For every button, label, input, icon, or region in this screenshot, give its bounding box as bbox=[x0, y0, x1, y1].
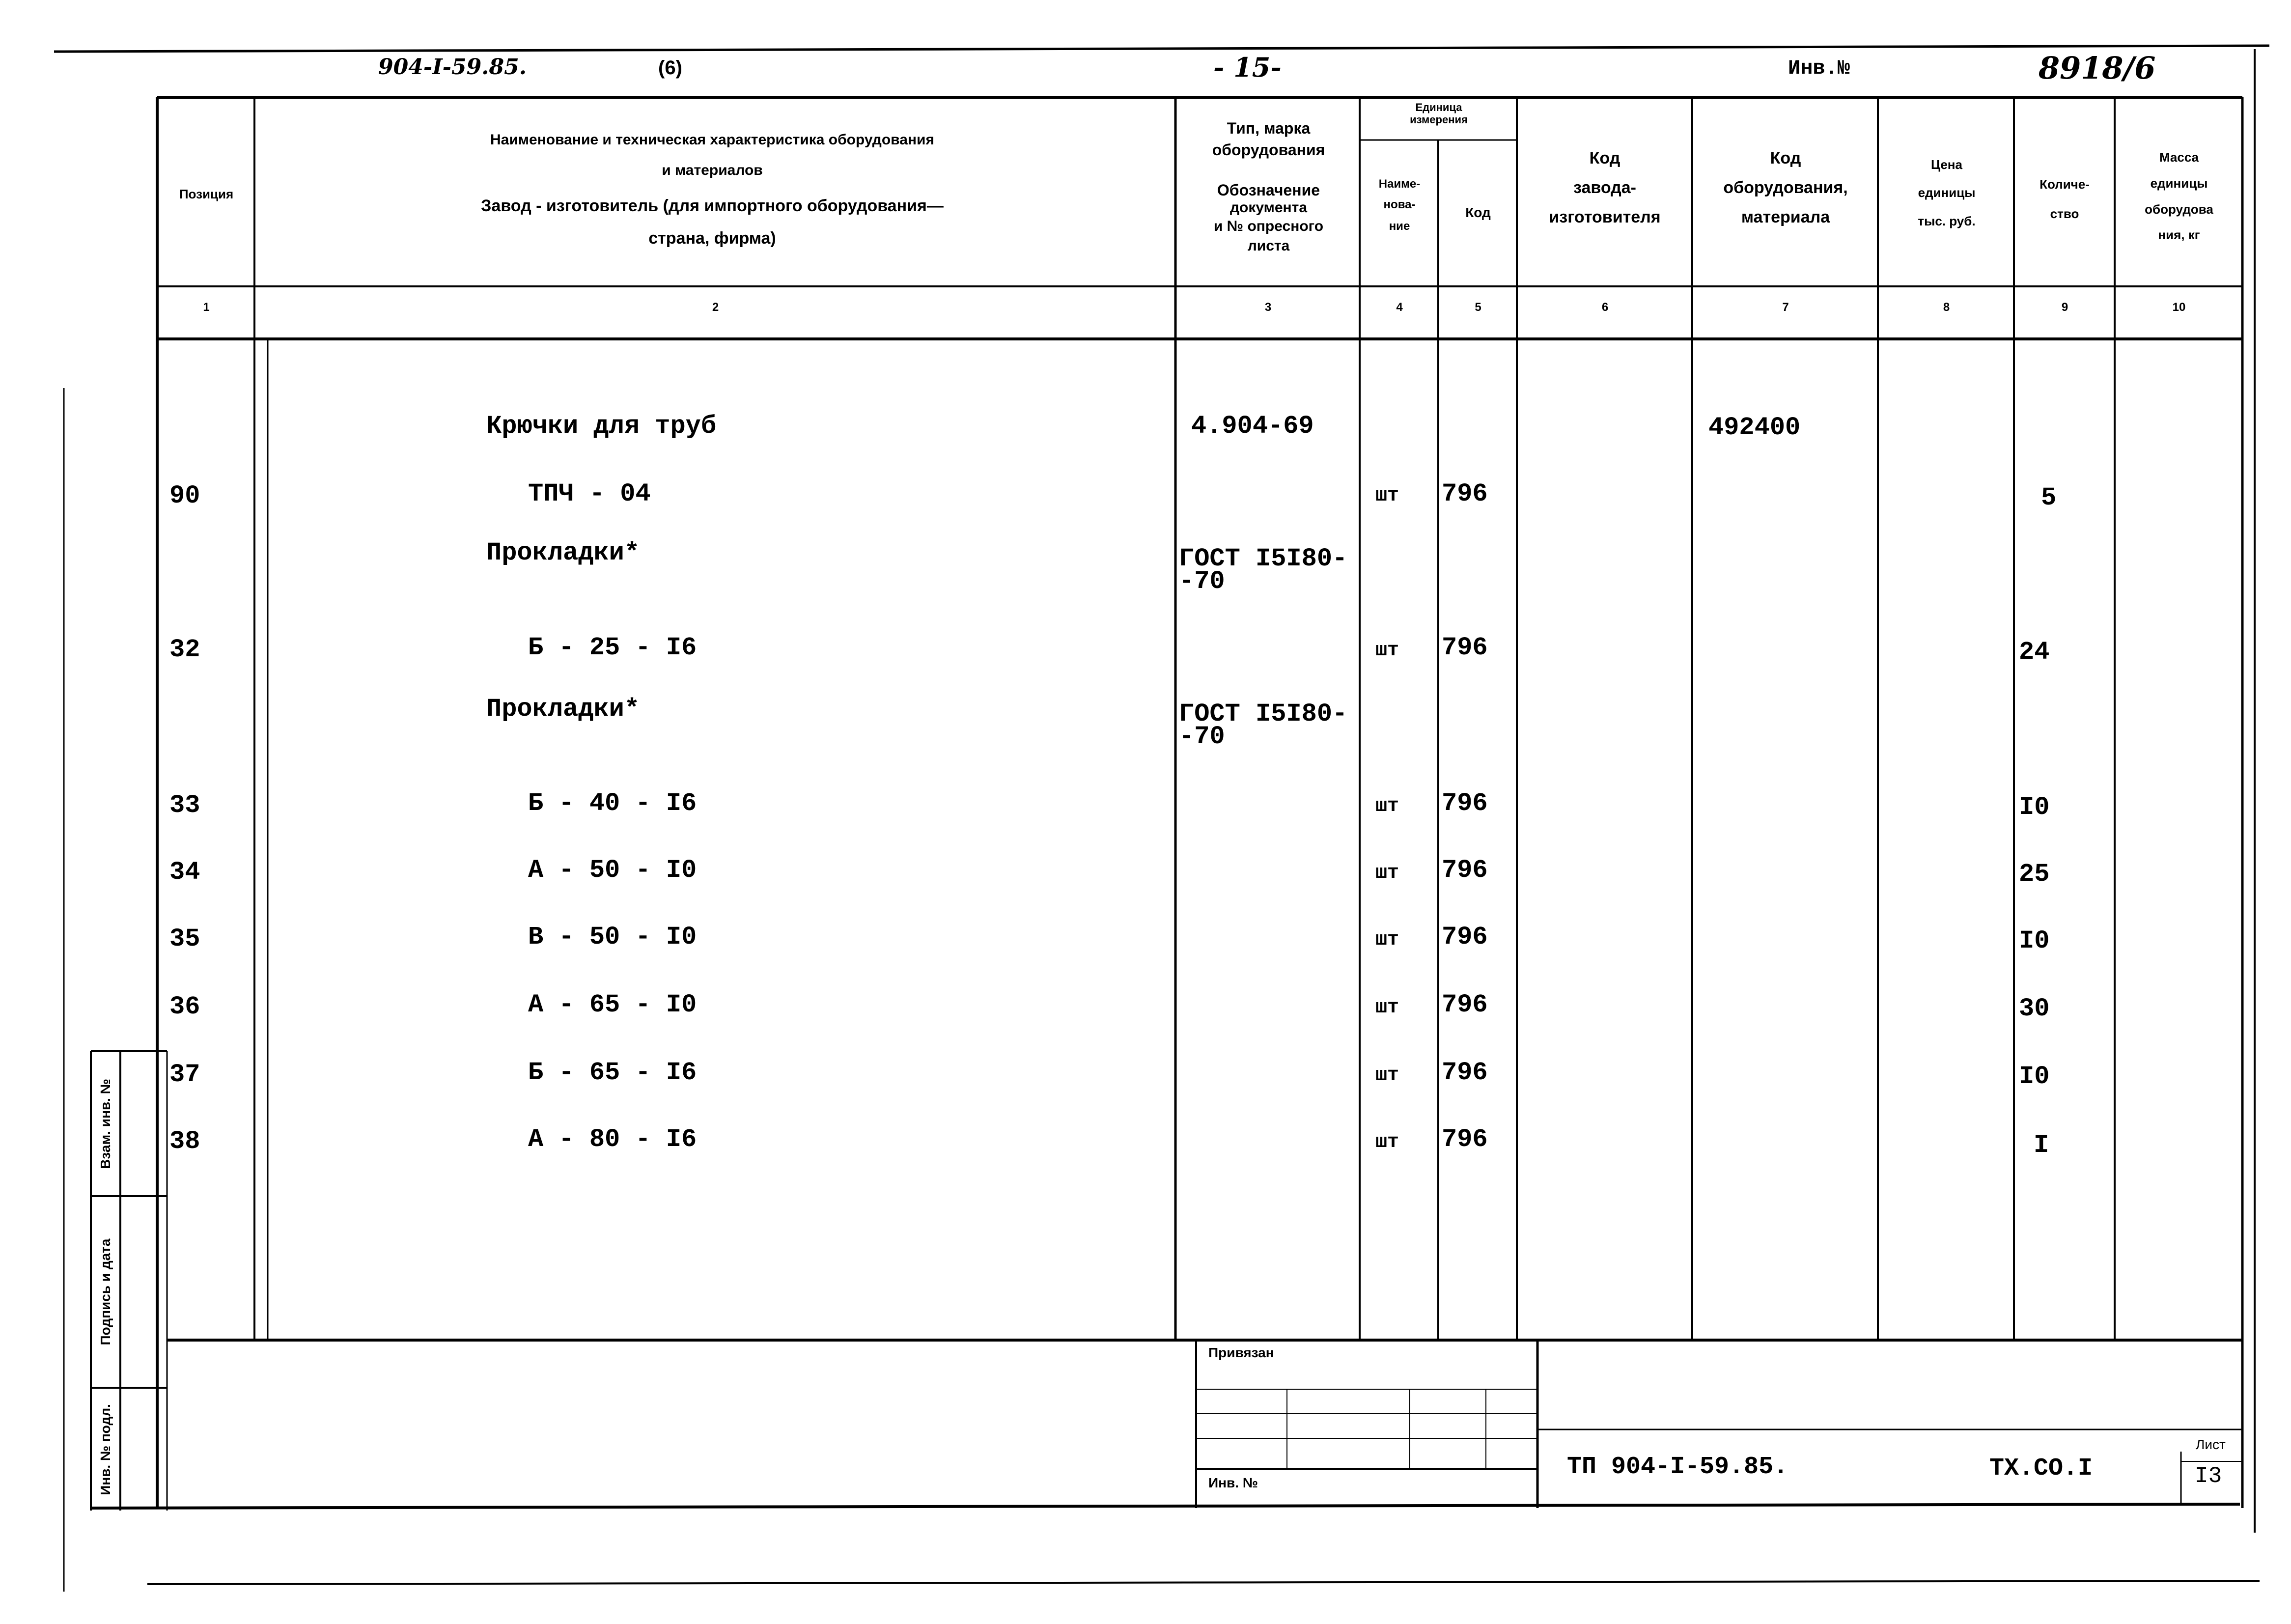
row-document: ГОСТ I5I80- bbox=[1179, 544, 1348, 573]
header-name-line3: Завод - изготовитель (для импортного оборудования— bbox=[481, 196, 944, 215]
header-type-line4: документа bbox=[1229, 199, 1308, 216]
header-unit-name-line1: Наиме- bbox=[1378, 177, 1421, 191]
column-number-5: 5 bbox=[1475, 301, 1481, 314]
header-factory-code-line2: завода- bbox=[1573, 178, 1636, 197]
attached-label: Привязан bbox=[1208, 1345, 1274, 1360]
row-position: 38 bbox=[169, 1127, 200, 1156]
page-number: - 15- bbox=[1213, 52, 1282, 83]
document-designation: 904-I-59.85. bbox=[378, 55, 527, 80]
inv-no-label: Инв. № bbox=[1208, 1475, 1258, 1490]
header-unit-group-line2: измерения bbox=[1410, 113, 1468, 126]
sheet-label: Лист bbox=[2196, 1437, 2226, 1452]
row-unit: шт bbox=[1375, 795, 1399, 817]
row-unit: шт bbox=[1375, 1131, 1399, 1153]
sheet-number: I3 bbox=[2195, 1463, 2222, 1489]
header-price-line1: Цена bbox=[1931, 157, 1962, 172]
header-mass-line2: единицы bbox=[2150, 176, 2208, 191]
header-mass-line1: Масса bbox=[2159, 150, 2199, 165]
row-quantity: 24 bbox=[2019, 638, 2050, 667]
row-quantity: I0 bbox=[2019, 926, 2050, 955]
column-number-10: 10 bbox=[2172, 301, 2186, 314]
row-unit-code: 796 bbox=[1442, 990, 1488, 1019]
column-number-4: 4 bbox=[1396, 301, 1403, 314]
document-code: ТП 904-I-59.85. bbox=[1567, 1453, 1788, 1481]
column-number-1: 1 bbox=[203, 301, 210, 314]
header-equipment-code-line3: материала bbox=[1741, 208, 1830, 226]
part-number: (6) bbox=[658, 57, 682, 79]
row-unit: шт bbox=[1375, 1064, 1399, 1087]
header-equipment-code-line1: Код bbox=[1770, 149, 1801, 168]
header-quantity-line2: ство bbox=[2050, 206, 2079, 221]
row-item-name: Б - 40 - I6 bbox=[528, 789, 697, 818]
row-unit: шт bbox=[1375, 997, 1399, 1019]
row-item-name: Крючки для труб bbox=[486, 412, 717, 441]
header-price-line2: единицы bbox=[1918, 185, 1976, 200]
side-label-original-inv: Инв. № подл. bbox=[98, 1404, 113, 1495]
column-number-8: 8 bbox=[1943, 301, 1950, 314]
row-unit: шт bbox=[1375, 929, 1399, 951]
row-unit-code: 796 bbox=[1442, 1058, 1488, 1087]
row-quantity: 5 bbox=[2041, 483, 2057, 512]
header-name-line4: страна, фирма) bbox=[648, 229, 776, 248]
row-item-name: А - 80 - I6 bbox=[528, 1125, 697, 1154]
row-document: -70 bbox=[1179, 567, 1225, 596]
header-factory-code-line3: изготовителя bbox=[1549, 208, 1661, 226]
header-type-line5: и № опресного bbox=[1213, 218, 1324, 234]
row-item-name: Б - 65 - I6 bbox=[528, 1058, 697, 1087]
row-unit: шт bbox=[1375, 640, 1399, 662]
header-equipment-code-line2: оборудования, bbox=[1723, 178, 1848, 197]
header-type-line2: оборудования bbox=[1212, 141, 1325, 159]
row-unit-code: 796 bbox=[1442, 633, 1488, 662]
row-quantity: I0 bbox=[2019, 1062, 2050, 1091]
header-unit-group-line1: Единица bbox=[1415, 101, 1462, 113]
header-price-line3: тыс. руб. bbox=[1918, 214, 1976, 228]
header-unit-name-line2: нова- bbox=[1383, 198, 1416, 211]
row-equipment-code: 492400 bbox=[1708, 413, 1801, 442]
row-item-name: ТПЧ - 04 bbox=[528, 479, 651, 508]
header-position: Позиция bbox=[179, 187, 234, 201]
header-unit-name-line3: ние bbox=[1389, 220, 1410, 233]
header-unit-code: Код bbox=[1465, 205, 1491, 220]
row-position: 36 bbox=[169, 992, 200, 1021]
header-factory-code-line1: Код bbox=[1589, 149, 1620, 168]
row-item-name: В - 50 - I0 bbox=[528, 923, 697, 952]
header-mass-line3: оборудова bbox=[2145, 202, 2213, 217]
header-type-line1: Тип, марка bbox=[1227, 119, 1311, 137]
header-quantity-line1: Количе- bbox=[2040, 177, 2090, 192]
row-position: 32 bbox=[169, 635, 200, 664]
inventory-label: Инв.№ bbox=[1788, 56, 1850, 80]
row-unit-code: 796 bbox=[1442, 856, 1488, 885]
row-position: 37 bbox=[169, 1060, 200, 1089]
column-number-7: 7 bbox=[1782, 301, 1789, 314]
column-number-6: 6 bbox=[1601, 301, 1609, 314]
row-document: 4.904-69 bbox=[1191, 412, 1314, 441]
row-unit: шт bbox=[1375, 485, 1399, 507]
row-position: 33 bbox=[169, 791, 200, 820]
column-number-9: 9 bbox=[2061, 301, 2068, 314]
inventory-number: 8918/6 bbox=[2039, 50, 2156, 86]
row-document: -70 bbox=[1179, 722, 1225, 751]
row-document: ГОСТ I5I80- bbox=[1179, 700, 1348, 728]
row-unit-code: 796 bbox=[1442, 789, 1488, 818]
row-item-name: Б - 25 - I6 bbox=[528, 633, 697, 662]
row-position: 90 bbox=[169, 481, 200, 510]
side-label-replacement-inv: Взам. инв. № bbox=[98, 1079, 113, 1169]
header-mass-line4: ния, кг bbox=[2158, 227, 2200, 242]
row-position: 35 bbox=[169, 924, 200, 953]
header-name-line2: и материалов bbox=[662, 162, 763, 178]
row-item-name: А - 65 - I0 bbox=[528, 990, 697, 1019]
header-type-line6: листа bbox=[1247, 238, 1290, 254]
side-label-signature-date: Подпись и дата bbox=[98, 1238, 113, 1345]
row-quantity: 30 bbox=[2019, 994, 2050, 1023]
row-unit-code: 796 bbox=[1442, 923, 1488, 952]
row-quantity: 25 bbox=[2019, 860, 2050, 889]
row-unit-code: 796 bbox=[1442, 1125, 1488, 1154]
column-number-3: 3 bbox=[1264, 301, 1272, 314]
row-item-name: Прокладки* bbox=[486, 538, 640, 567]
row-quantity: I bbox=[2034, 1131, 2049, 1160]
row-quantity: I0 bbox=[2019, 793, 2050, 822]
row-item-name: А - 50 - I0 bbox=[528, 856, 697, 885]
header-type-line3: Обозначение bbox=[1217, 181, 1320, 199]
row-unit: шт bbox=[1375, 862, 1399, 884]
row-position: 34 bbox=[169, 858, 200, 887]
header-name-line1: Наименование и техническая характеристика оборудования bbox=[490, 132, 934, 148]
row-item-name: Прокладки* bbox=[486, 695, 640, 724]
sheet-code: ТХ.СО.I bbox=[1989, 1455, 2093, 1483]
row-unit-code: 796 bbox=[1442, 479, 1488, 508]
column-number-2: 2 bbox=[712, 301, 719, 314]
